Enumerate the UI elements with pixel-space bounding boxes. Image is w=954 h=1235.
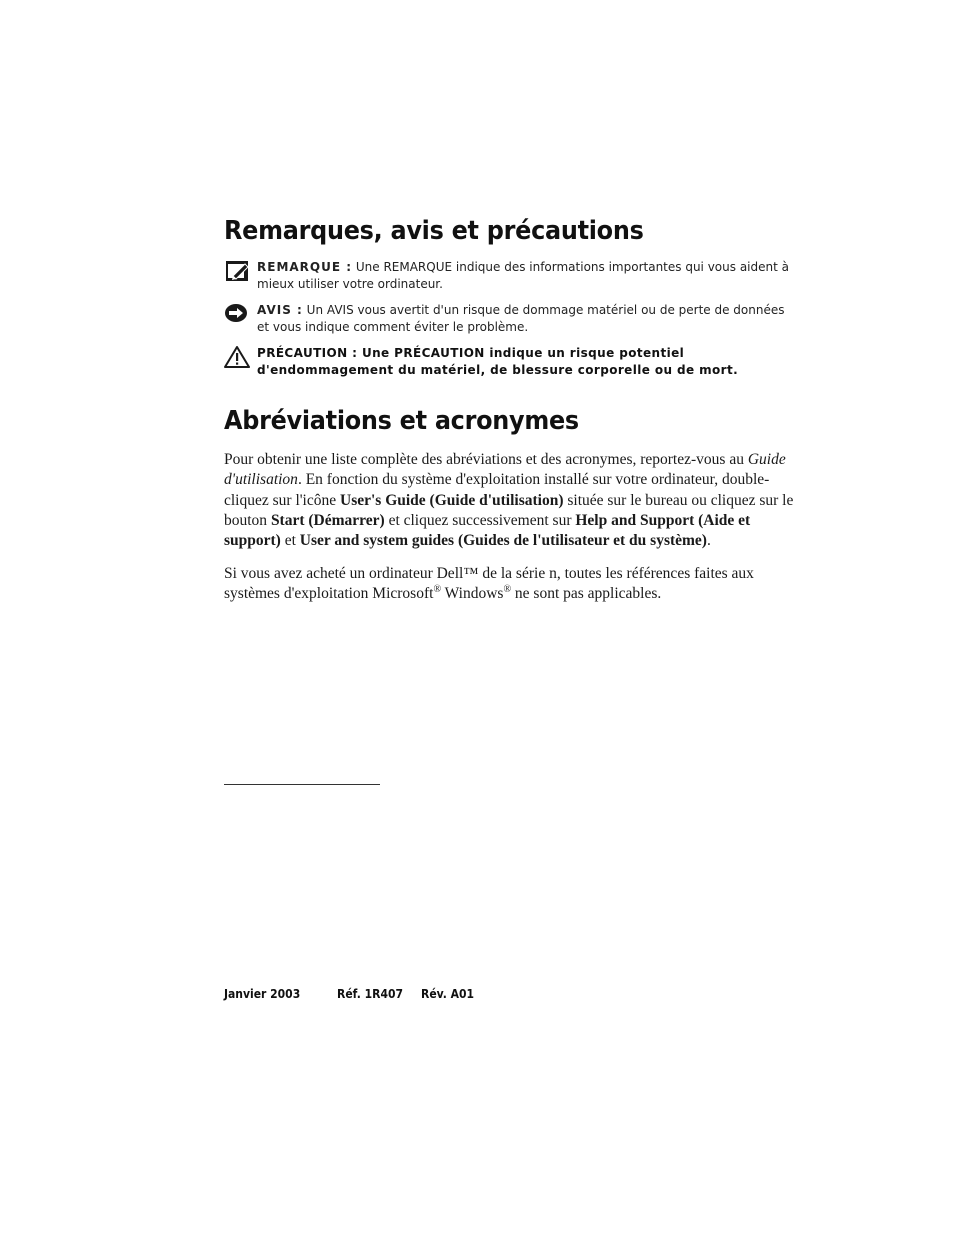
caution-label: PRÉCAUTION : xyxy=(257,346,358,360)
registered-mark: ® xyxy=(433,584,442,596)
p1-text-3: située sur le bureau ou cliquez sur le bouton xyxy=(224,491,794,529)
remarque-label: REMARQUE : xyxy=(257,260,353,274)
footer-date: Janvier 2003 xyxy=(224,987,301,1001)
p2-text-1: Si vous avez acheté un ordinateur Dell™ de la série n, toutes les références faites aux systèmes d'exploitation Microsoft xyxy=(224,565,754,603)
p1-text-6: . xyxy=(706,532,711,550)
note-avis xyxy=(224,302,799,336)
avis-label: AVIS : xyxy=(257,303,303,317)
footer-revision: Rév. A01 xyxy=(421,987,475,1001)
warning-triangle-icon xyxy=(224,345,250,369)
registered-mark: ® xyxy=(503,584,512,596)
p1-text-1: Pour obtenir une liste complète des abréviations et des acronymes, reportez-vous au xyxy=(224,451,748,468)
caution-text: Une PRÉCAUTION indique un risque potentiel d'endommagement du matériel, de blessure corporelle ou de mort. xyxy=(257,346,739,377)
start-button-name: Start (Démarrer) xyxy=(270,511,385,529)
remarque-text: Une REMARQUE indique des informations importantes qui vous aident à mieux utiliser votre ordinateur. xyxy=(257,260,789,291)
p1-text-4: et cliquez successivement sur xyxy=(384,511,576,529)
user-guides-name: User and system guides (Guides de l'utilisateur et du système) xyxy=(299,532,707,550)
footer-reference: Réf. 1R407 xyxy=(337,987,403,1001)
note-remarque xyxy=(224,259,799,293)
section-title-abreviations: Abréviations et acronymes xyxy=(224,406,579,436)
note-pencil-icon xyxy=(224,259,250,283)
p2-text-3: ne sont pas applicables. xyxy=(511,585,662,603)
guide-title: Guide d'utilisation xyxy=(224,451,786,489)
dell-n-series-paragraph xyxy=(224,564,799,605)
p1-text-5: et xyxy=(280,532,300,550)
help-support-name: Help and Support (Aide et support) xyxy=(224,511,751,550)
note-caution xyxy=(224,345,799,379)
avis-text: Un AVIS vous avertit d'un risque de dommage matériel ou de perte de données et vous indique comment éviter le problème. xyxy=(257,303,785,334)
section-title-remarques: Remarques, avis et précautions xyxy=(224,216,644,246)
footnote-divider xyxy=(224,784,380,785)
abbreviations-paragraph xyxy=(224,450,799,551)
p2-text-2: Windows xyxy=(441,585,504,603)
notice-arrow-icon xyxy=(224,302,250,326)
users-guide-icon-name: User's Guide (Guide d'utilisation) xyxy=(340,491,564,509)
p1-text-2: . En fonction du système d'exploitation installé sur votre ordinateur, double-cliquez sur l'icône xyxy=(224,471,770,509)
